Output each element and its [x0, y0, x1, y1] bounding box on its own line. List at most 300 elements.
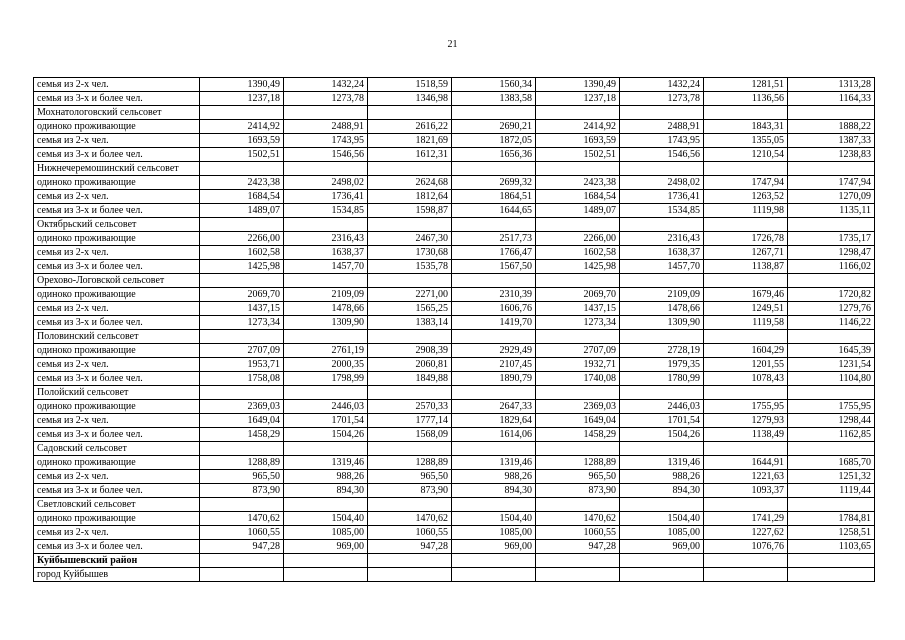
table-cell: 1146,22	[788, 316, 875, 330]
row-label: семья из 2-х чел.	[34, 470, 200, 484]
table-cell: 2310,39	[452, 288, 536, 302]
table-cell: 1701,54	[284, 414, 368, 428]
table-cell: 2069,70	[536, 288, 620, 302]
row-label: семья из 3-х и более чел.	[34, 148, 200, 162]
table-cell	[200, 568, 284, 582]
table-cell: 969,00	[284, 540, 368, 554]
table-cell: 1076,76	[704, 540, 788, 554]
table-row	[34, 428, 875, 442]
table-cell: 2647,33	[452, 400, 536, 414]
table-cell: 1437,15	[536, 302, 620, 316]
table-cell: 1437,15	[200, 302, 284, 316]
table-cell: 2488,91	[620, 120, 704, 134]
table-cell: 1119,58	[704, 316, 788, 330]
table-cell: 1602,58	[536, 246, 620, 260]
table-cell	[620, 162, 704, 176]
table-cell	[200, 554, 284, 568]
table-cell	[284, 554, 368, 568]
row-label: семья из 3-х и более чел.	[34, 428, 200, 442]
table-cell: 1604,29	[704, 344, 788, 358]
table-cell: 1060,55	[536, 526, 620, 540]
table-cell: 1201,55	[704, 358, 788, 372]
table-cell: 1504,26	[620, 428, 704, 442]
table-cell: 1273,78	[620, 92, 704, 106]
row-label: одиноко проживающие	[34, 232, 200, 246]
table-cell	[368, 162, 452, 176]
table-cell: 1638,37	[284, 246, 368, 260]
table-cell	[788, 218, 875, 232]
table-cell: 1758,08	[200, 372, 284, 386]
table-cell: 1649,04	[200, 414, 284, 428]
row-label: семья из 2-х чел.	[34, 78, 200, 92]
table-cell	[284, 330, 368, 344]
table-cell: 1251,32	[788, 470, 875, 484]
table-cell: 2467,30	[368, 232, 452, 246]
table-cell	[704, 106, 788, 120]
table-cell	[368, 218, 452, 232]
table-row	[34, 218, 875, 232]
table-cell: 1546,56	[620, 148, 704, 162]
table-cell	[620, 274, 704, 288]
row-label: Нижнечеремошинский сельсовет	[34, 162, 200, 176]
table-cell	[284, 386, 368, 400]
table-cell: 1649,04	[536, 414, 620, 428]
table-cell	[704, 554, 788, 568]
table-cell: 1355,05	[704, 134, 788, 148]
table-row	[34, 358, 875, 372]
table-cell: 1135,11	[788, 204, 875, 218]
table-cell: 1685,70	[788, 456, 875, 470]
table-cell: 1249,51	[704, 302, 788, 316]
table-cell: 1546,56	[284, 148, 368, 162]
table-cell	[788, 498, 875, 512]
table-cell: 2414,92	[536, 120, 620, 134]
table-cell: 1390,49	[536, 78, 620, 92]
table-cell: 1567,50	[452, 260, 536, 274]
table-row	[34, 512, 875, 526]
table-cell: 1238,83	[788, 148, 875, 162]
table-cell	[452, 554, 536, 568]
table-cell: 1821,69	[368, 134, 452, 148]
table-cell: 2761,19	[284, 344, 368, 358]
table-cell: 1679,46	[704, 288, 788, 302]
table-cell	[536, 554, 620, 568]
table-cell: 2109,09	[620, 288, 704, 302]
table-cell: 947,28	[200, 540, 284, 554]
row-label: семья из 2-х чел.	[34, 190, 200, 204]
table-cell: 1612,31	[368, 148, 452, 162]
table-cell: 1166,02	[788, 260, 875, 274]
table-cell: 894,30	[284, 484, 368, 498]
row-label: одиноко проживающие	[34, 288, 200, 302]
row-label: Орехово-Логовской сельсовет	[34, 274, 200, 288]
table-cell: 1784,81	[788, 512, 875, 526]
table-cell	[200, 386, 284, 400]
row-label: семья из 3-х и более чел.	[34, 92, 200, 106]
table-cell: 1598,87	[368, 204, 452, 218]
table-cell: 1780,99	[620, 372, 704, 386]
table-cell	[452, 386, 536, 400]
table-cell: 2423,38	[200, 176, 284, 190]
table-cell: 1489,07	[536, 204, 620, 218]
table-cell	[200, 106, 284, 120]
table-cell: 1953,71	[200, 358, 284, 372]
table-cell: 1470,62	[368, 512, 452, 526]
row-label: семья из 3-х и более чел.	[34, 484, 200, 498]
table-cell: 2369,03	[200, 400, 284, 414]
table-cell	[788, 442, 875, 456]
table-cell: 1478,66	[284, 302, 368, 316]
table-cell: 1104,80	[788, 372, 875, 386]
row-label: одиноко проживающие	[34, 176, 200, 190]
row-label: Мохнатологовский сельсовет	[34, 106, 200, 120]
table-cell: 1684,54	[536, 190, 620, 204]
table-cell: 2069,70	[200, 288, 284, 302]
table-cell: 1518,59	[368, 78, 452, 92]
table-cell	[368, 498, 452, 512]
table-cell: 1502,51	[200, 148, 284, 162]
table-row	[34, 176, 875, 190]
table-cell	[536, 568, 620, 582]
table-cell: 1432,24	[620, 78, 704, 92]
table-cell	[368, 568, 452, 582]
table-cell: 1829,64	[452, 414, 536, 428]
table-cell: 2316,43	[620, 232, 704, 246]
table-cell	[620, 554, 704, 568]
table-row	[34, 106, 875, 120]
table-cell: 988,26	[452, 470, 536, 484]
table-cell: 1319,46	[620, 456, 704, 470]
table-cell: 2266,00	[200, 232, 284, 246]
row-label: семья из 2-х чел.	[34, 526, 200, 540]
table-cell: 1267,71	[704, 246, 788, 260]
table-cell: 1309,90	[284, 316, 368, 330]
table-cell: 965,50	[536, 470, 620, 484]
table-cell: 1684,54	[200, 190, 284, 204]
table-cell: 1457,70	[620, 260, 704, 274]
table-cell: 1478,66	[620, 302, 704, 316]
table-row	[34, 302, 875, 316]
table-cell: 1085,00	[620, 526, 704, 540]
table-cell: 1279,76	[788, 302, 875, 316]
table-cell: 1231,54	[788, 358, 875, 372]
table-row	[34, 204, 875, 218]
table-cell	[452, 330, 536, 344]
table-cell	[620, 568, 704, 582]
table-cell: 1932,71	[536, 358, 620, 372]
table-row	[34, 316, 875, 330]
table-cell	[620, 218, 704, 232]
table-cell: 1504,40	[452, 512, 536, 526]
table-cell: 1701,54	[620, 414, 704, 428]
table-row	[34, 484, 875, 498]
table-cell: 2616,22	[368, 120, 452, 134]
table-cell: 2498,02	[284, 176, 368, 190]
table-cell	[284, 274, 368, 288]
table-cell: 2271,00	[368, 288, 452, 302]
table-cell	[788, 568, 875, 582]
table-cell	[368, 386, 452, 400]
table-row	[34, 442, 875, 456]
table-row	[34, 190, 875, 204]
table-cell: 1298,44	[788, 414, 875, 428]
row-label: семья из 3-х и более чел.	[34, 260, 200, 274]
table-cell	[536, 218, 620, 232]
table-cell	[284, 218, 368, 232]
table-row	[34, 162, 875, 176]
table-row	[34, 568, 875, 582]
table-cell: 894,30	[452, 484, 536, 498]
table-cell: 1138,49	[704, 428, 788, 442]
table-row	[34, 134, 875, 148]
table-cell: 1273,34	[200, 316, 284, 330]
table-cell: 1119,98	[704, 204, 788, 218]
table-cell: 1693,59	[536, 134, 620, 148]
row-label: Светловский сельсовет	[34, 498, 200, 512]
table-cell	[788, 554, 875, 568]
table-cell	[368, 274, 452, 288]
table-cell: 1798,99	[284, 372, 368, 386]
table-cell: 2699,32	[452, 176, 536, 190]
table-cell: 1504,40	[620, 512, 704, 526]
row-label: город Куйбышев	[34, 568, 200, 582]
row-label: семья из 3-х и более чел.	[34, 316, 200, 330]
table-cell: 1221,63	[704, 470, 788, 484]
table-cell: 1298,47	[788, 246, 875, 260]
table-cell	[704, 442, 788, 456]
table-cell	[704, 330, 788, 344]
table-cell: 1136,56	[704, 92, 788, 106]
table-cell: 1457,70	[284, 260, 368, 274]
table-cell	[704, 218, 788, 232]
table-cell: 2266,00	[536, 232, 620, 246]
table-cell	[200, 162, 284, 176]
table-cell	[704, 274, 788, 288]
row-label: Садовский сельсовет	[34, 442, 200, 456]
table-row	[34, 92, 875, 106]
table-cell: 1085,00	[452, 526, 536, 540]
table-cell	[788, 106, 875, 120]
table-cell	[200, 442, 284, 456]
tariff-table	[33, 77, 875, 582]
table-cell: 1458,29	[200, 428, 284, 442]
table-cell: 965,50	[368, 470, 452, 484]
table-cell: 1288,89	[368, 456, 452, 470]
table-cell	[620, 442, 704, 456]
table-cell: 1741,29	[704, 512, 788, 526]
table-cell: 1263,52	[704, 190, 788, 204]
table-cell: 1849,88	[368, 372, 452, 386]
table-cell: 1720,82	[788, 288, 875, 302]
table-cell: 2060,81	[368, 358, 452, 372]
table-row	[34, 456, 875, 470]
table-cell	[368, 330, 452, 344]
table-cell	[452, 274, 536, 288]
table-cell: 1419,70	[452, 316, 536, 330]
table-cell: 988,26	[620, 470, 704, 484]
table-cell: 1432,24	[284, 78, 368, 92]
row-label: семья из 2-х чел.	[34, 246, 200, 260]
table-cell: 2624,68	[368, 176, 452, 190]
table-row	[34, 554, 875, 568]
table-cell: 1736,41	[284, 190, 368, 204]
table-cell: 2707,09	[536, 344, 620, 358]
table-cell: 965,50	[200, 470, 284, 484]
table-row	[34, 372, 875, 386]
table-cell: 1743,95	[284, 134, 368, 148]
table-cell: 1872,05	[452, 134, 536, 148]
table-cell: 1237,18	[536, 92, 620, 106]
row-label: одиноко проживающие	[34, 456, 200, 470]
row-label: семья из 2-х чел.	[34, 414, 200, 428]
table-cell	[536, 498, 620, 512]
table-cell: 1504,26	[284, 428, 368, 442]
table-cell: 1060,55	[368, 526, 452, 540]
table-row	[34, 274, 875, 288]
table-cell: 1568,09	[368, 428, 452, 442]
table-cell: 1470,62	[536, 512, 620, 526]
table-cell	[452, 442, 536, 456]
table-cell: 2498,02	[620, 176, 704, 190]
row-label: Половинский сельсовет	[34, 330, 200, 344]
table-cell: 1766,47	[452, 246, 536, 260]
table-cell: 1138,87	[704, 260, 788, 274]
table-cell: 969,00	[452, 540, 536, 554]
table-cell: 1777,14	[368, 414, 452, 428]
table-cell	[200, 498, 284, 512]
table-cell: 947,28	[368, 540, 452, 554]
table-cell	[368, 554, 452, 568]
table-cell: 2423,38	[536, 176, 620, 190]
table-cell: 873,90	[200, 484, 284, 498]
table-row	[34, 232, 875, 246]
table-cell	[620, 330, 704, 344]
table-cell: 1864,51	[452, 190, 536, 204]
table-cell: 988,26	[284, 470, 368, 484]
table-cell	[284, 498, 368, 512]
table-cell: 2446,03	[620, 400, 704, 414]
table-cell: 1638,37	[620, 246, 704, 260]
table-cell: 2728,19	[620, 344, 704, 358]
table-cell: 1755,95	[704, 400, 788, 414]
table-cell: 1888,22	[788, 120, 875, 134]
table-cell: 1644,91	[704, 456, 788, 470]
table-cell: 1279,93	[704, 414, 788, 428]
row-label: семья из 2-х чел.	[34, 134, 200, 148]
table-cell: 1470,62	[200, 512, 284, 526]
table-cell: 2414,92	[200, 120, 284, 134]
table-cell: 1740,08	[536, 372, 620, 386]
table-cell	[620, 106, 704, 120]
table-cell: 1085,00	[284, 526, 368, 540]
table-row	[34, 540, 875, 554]
table-cell: 1162,85	[788, 428, 875, 442]
table-cell	[536, 162, 620, 176]
table-row	[34, 288, 875, 302]
table-cell	[704, 162, 788, 176]
table-cell: 1237,18	[200, 92, 284, 106]
table-cell	[284, 568, 368, 582]
table-cell	[788, 330, 875, 344]
table-cell: 1273,34	[536, 316, 620, 330]
table-cell: 1489,07	[200, 204, 284, 218]
table-cell	[536, 106, 620, 120]
table-cell: 1656,36	[452, 148, 536, 162]
table-cell	[452, 162, 536, 176]
table-row	[34, 148, 875, 162]
row-label: Куйбышевский район	[34, 554, 200, 568]
table-cell	[536, 274, 620, 288]
table-cell: 1060,55	[200, 526, 284, 540]
table-row	[34, 414, 875, 428]
table-cell: 1319,46	[452, 456, 536, 470]
row-label: семья из 3-х и более чел.	[34, 540, 200, 554]
table-cell: 1979,35	[620, 358, 704, 372]
table-row	[34, 344, 875, 358]
table-row	[34, 386, 875, 400]
table-cell	[200, 330, 284, 344]
table-cell: 1693,59	[200, 134, 284, 148]
table-cell	[704, 386, 788, 400]
table-cell: 2000,35	[284, 358, 368, 372]
table-cell	[452, 106, 536, 120]
table-cell: 1458,29	[536, 428, 620, 442]
table-cell: 1309,90	[620, 316, 704, 330]
table-cell: 1281,51	[704, 78, 788, 92]
table-cell	[788, 274, 875, 288]
row-label: Октябрьский сельсовет	[34, 218, 200, 232]
table-cell: 1606,76	[452, 302, 536, 316]
table-cell	[200, 274, 284, 288]
table-cell: 1078,43	[704, 372, 788, 386]
table-cell	[368, 442, 452, 456]
table-row	[34, 498, 875, 512]
table-cell	[788, 162, 875, 176]
table-cell: 1270,09	[788, 190, 875, 204]
table-cell: 1534,85	[284, 204, 368, 218]
table-cell: 2517,73	[452, 232, 536, 246]
table-cell: 1602,58	[200, 246, 284, 260]
table-cell	[704, 568, 788, 582]
table-cell: 1425,98	[200, 260, 284, 274]
table-cell	[536, 386, 620, 400]
table-cell: 1843,31	[704, 120, 788, 134]
table-cell: 873,90	[536, 484, 620, 498]
table-cell: 1735,17	[788, 232, 875, 246]
table-cell: 1726,78	[704, 232, 788, 246]
table-cell	[284, 162, 368, 176]
table-cell: 1227,62	[704, 526, 788, 540]
table-cell	[620, 498, 704, 512]
table-cell	[620, 386, 704, 400]
table-cell: 1504,40	[284, 512, 368, 526]
table-cell: 2488,91	[284, 120, 368, 134]
table-cell	[704, 498, 788, 512]
table-cell: 1645,39	[788, 344, 875, 358]
table-cell: 1747,94	[788, 176, 875, 190]
table-cell: 1747,94	[704, 176, 788, 190]
table-cell: 1890,79	[452, 372, 536, 386]
table-row	[34, 330, 875, 344]
row-label: одиноко проживающие	[34, 120, 200, 134]
table-cell	[284, 442, 368, 456]
table-cell: 2446,03	[284, 400, 368, 414]
table-cell: 1383,14	[368, 316, 452, 330]
table-row	[34, 120, 875, 134]
table-cell: 1743,95	[620, 134, 704, 148]
table-cell: 2316,43	[284, 232, 368, 246]
row-label: одиноко проживающие	[34, 344, 200, 358]
